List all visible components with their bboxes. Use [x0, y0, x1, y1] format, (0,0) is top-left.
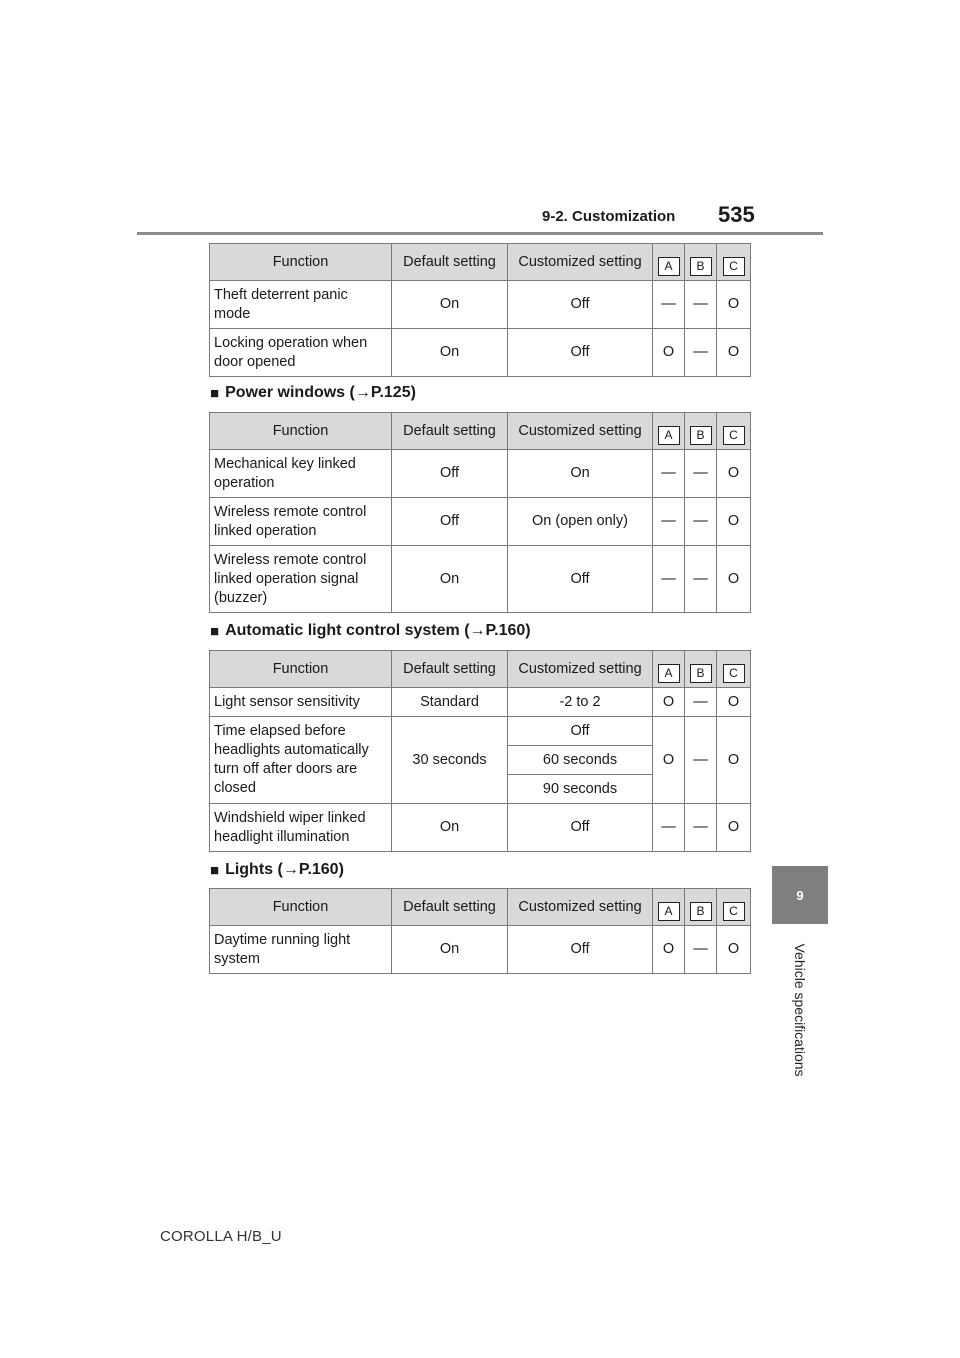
- square-bullet-icon: ■: [210, 861, 220, 879]
- cell-default: On: [392, 329, 508, 377]
- table-header-row: [210, 244, 751, 281]
- cell-c: O: [717, 329, 751, 377]
- cell-custom: Off: [508, 804, 653, 852]
- col-a: [653, 889, 685, 926]
- cell-default: On: [392, 281, 508, 329]
- table-row: [210, 281, 751, 329]
- cell-a: O: [653, 688, 685, 717]
- table-auto-light: [209, 650, 751, 852]
- cell-a: —: [653, 498, 685, 546]
- cell-b: —: [685, 450, 717, 498]
- cell-c: O: [717, 926, 751, 974]
- col-custom: Customized setting: [508, 413, 653, 450]
- cell-default: On: [392, 926, 508, 974]
- footer-model: COROLLA H/B_U: [160, 1228, 282, 1245]
- page-number: 535: [718, 202, 755, 227]
- table-row: [210, 450, 751, 498]
- col-c: [717, 413, 751, 450]
- cell-c: O: [717, 804, 751, 852]
- cell-function: Windshield wiper linked headlight illumination: [210, 804, 392, 852]
- col-function: Function: [210, 413, 392, 450]
- heading-text: Automatic light control system (→P.160): [225, 622, 531, 639]
- heading-power-windows: [210, 384, 416, 402]
- cell-default: On: [392, 546, 508, 613]
- cell-custom: 60 seconds: [508, 746, 653, 775]
- cell-function: Theft deterrent panic mode: [210, 281, 392, 329]
- table-header-row: [210, 413, 751, 450]
- table-header-row: [210, 889, 751, 926]
- cell-function: Locking operation when door opened: [210, 329, 392, 377]
- table-lights: [209, 888, 751, 974]
- col-a: [653, 651, 685, 688]
- col-custom: Customized setting: [508, 244, 653, 281]
- col-a: [653, 413, 685, 450]
- table-row: [210, 804, 751, 852]
- cell-b: —: [685, 926, 717, 974]
- heading-lights: [210, 861, 344, 879]
- label-c-icon: C: [723, 426, 745, 445]
- cell-a: O: [653, 717, 685, 804]
- label-b-icon: B: [690, 426, 712, 445]
- label-b-icon: B: [690, 664, 712, 683]
- col-b: [685, 244, 717, 281]
- col-default: Default setting: [392, 651, 508, 688]
- cell-custom: Off: [508, 329, 653, 377]
- cell-default: 30 seconds: [392, 717, 508, 804]
- chapter-tab: [772, 866, 828, 924]
- cell-custom: -2 to 2: [508, 688, 653, 717]
- cell-b: —: [685, 688, 717, 717]
- label-b-icon: B: [690, 902, 712, 921]
- label-a-icon: A: [658, 664, 680, 683]
- label-c-icon: C: [723, 664, 745, 683]
- label-a-icon: A: [658, 426, 680, 445]
- cell-b: —: [685, 804, 717, 852]
- cell-c: O: [717, 498, 751, 546]
- cell-function: Daytime running light system: [210, 926, 392, 974]
- table-header-row: [210, 651, 751, 688]
- cell-custom: Off: [508, 926, 653, 974]
- cell-c: O: [717, 546, 751, 613]
- col-custom: Customized setting: [508, 889, 653, 926]
- col-function: Function: [210, 651, 392, 688]
- table-row: [210, 329, 751, 377]
- square-bullet-icon: ■: [210, 622, 220, 640]
- col-function: Function: [210, 889, 392, 926]
- cell-custom: Off: [508, 281, 653, 329]
- table-row: [210, 546, 751, 613]
- cell-a: —: [653, 804, 685, 852]
- cell-a: —: [653, 281, 685, 329]
- section-title: 9-2. Customization: [542, 208, 676, 225]
- cell-function: Light sensor sensitivity: [210, 688, 392, 717]
- label-c-icon: C: [723, 902, 745, 921]
- cell-a: —: [653, 546, 685, 613]
- label-a-icon: A: [658, 902, 680, 921]
- cell-custom: On (open only): [508, 498, 653, 546]
- chapter-label-text: Vehicle specifications: [792, 943, 808, 1077]
- cell-b: —: [685, 498, 717, 546]
- cell-b: —: [685, 546, 717, 613]
- cell-a: —: [653, 450, 685, 498]
- cell-default: On: [392, 804, 508, 852]
- square-bullet-icon: ■: [210, 384, 220, 402]
- table-row: [210, 688, 751, 717]
- cell-b: —: [685, 281, 717, 329]
- cell-b: —: [685, 329, 717, 377]
- col-c: [717, 651, 751, 688]
- col-b: [685, 651, 717, 688]
- col-b: [685, 413, 717, 450]
- cell-custom: Off: [508, 717, 653, 746]
- col-b: [685, 889, 717, 926]
- cell-c: O: [717, 688, 751, 717]
- cell-function: Wireless remote control linked operation signal (buzzer): [210, 546, 392, 613]
- cell-default: Off: [392, 450, 508, 498]
- table-power-windows: [209, 412, 751, 613]
- cell-function: Time elapsed before headlights automatically turn off after doors are closed: [210, 717, 392, 804]
- cell-custom: 90 seconds: [508, 775, 653, 804]
- col-c: [717, 889, 751, 926]
- col-c: [717, 244, 751, 281]
- cell-custom: Off: [508, 546, 653, 613]
- cell-c: O: [717, 450, 751, 498]
- table-row: [210, 498, 751, 546]
- cell-custom: On: [508, 450, 653, 498]
- cell-b: —: [685, 717, 717, 804]
- cell-a: O: [653, 329, 685, 377]
- table-row: [210, 717, 751, 746]
- col-function: Function: [210, 244, 392, 281]
- cell-function: Wireless remote control linked operation: [210, 498, 392, 546]
- cell-c: O: [717, 281, 751, 329]
- header-rule: [137, 232, 823, 235]
- cell-a: O: [653, 926, 685, 974]
- heading-text: Lights (→P.160): [225, 861, 344, 878]
- label-c-icon: C: [723, 257, 745, 276]
- heading-auto-light: [210, 622, 531, 640]
- chapter-number: 9: [796, 887, 804, 903]
- col-custom: Customized setting: [508, 651, 653, 688]
- heading-text: Power windows (→P.125): [225, 384, 416, 401]
- cell-c: O: [717, 717, 751, 804]
- col-default: Default setting: [392, 244, 508, 281]
- cell-default: Standard: [392, 688, 508, 717]
- table-security: [209, 243, 751, 377]
- table-row: [210, 926, 751, 974]
- col-default: Default setting: [392, 413, 508, 450]
- label-b-icon: B: [690, 257, 712, 276]
- col-default: Default setting: [392, 889, 508, 926]
- cell-function: Mechanical key linked operation: [210, 450, 392, 498]
- cell-default: Off: [392, 498, 508, 546]
- col-a: [653, 244, 685, 281]
- label-a-icon: A: [658, 257, 680, 276]
